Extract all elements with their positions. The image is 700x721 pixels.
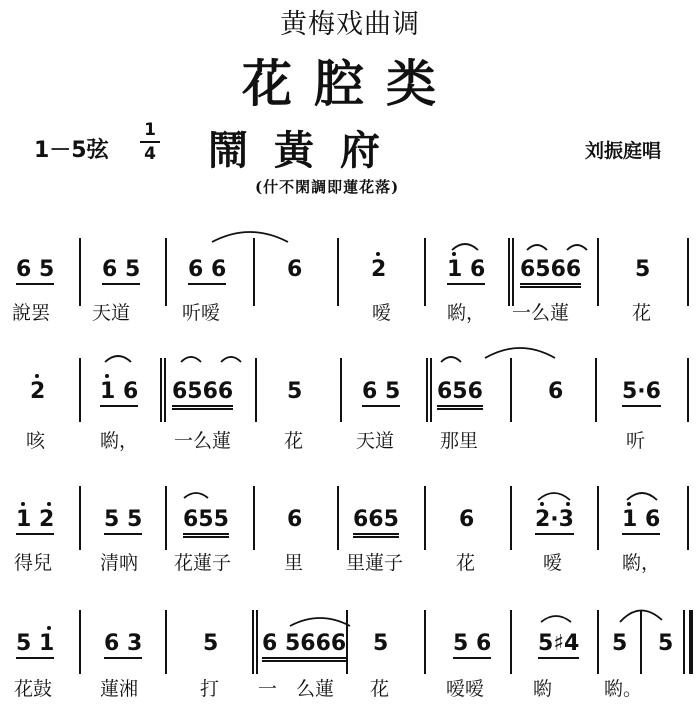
score-note: 5 <box>635 257 651 282</box>
score-note: 6 <box>459 507 475 532</box>
bar-line <box>687 486 689 550</box>
lyric: 嗳 <box>543 552 563 574</box>
lyric: 听嗳 <box>182 302 221 324</box>
lyric: 花 <box>456 552 476 574</box>
lyric: 一 <box>258 678 278 700</box>
bar-line <box>424 610 426 674</box>
bar-line <box>640 610 642 674</box>
score-note: 6 5 <box>362 380 400 407</box>
lyric: 嗳 <box>372 302 392 324</box>
bar-line <box>508 238 510 306</box>
bar-line <box>253 486 255 550</box>
high-octave-dot <box>540 502 544 506</box>
bar-line <box>346 610 348 674</box>
bar-line <box>424 238 426 306</box>
score-note: 1 6 <box>100 380 138 407</box>
final-bar-line <box>689 610 693 674</box>
slur <box>627 493 657 500</box>
score-note: 6 <box>548 379 564 404</box>
slur <box>184 493 208 498</box>
slur <box>105 356 131 362</box>
lyric: 里 <box>284 552 304 574</box>
high-octave-dot <box>105 374 109 378</box>
bar-line <box>597 486 599 550</box>
lyric: 喲， <box>100 430 139 452</box>
score-note: 655 <box>183 508 229 538</box>
bar-line <box>510 358 512 422</box>
slur <box>181 357 201 362</box>
score-note: 6566 <box>520 258 581 288</box>
bar-line <box>337 238 339 306</box>
score-note: 665 <box>353 508 399 538</box>
song-subtitle: (什不閑調即蓮花落) <box>255 178 400 196</box>
lyric: 喲 <box>533 678 553 700</box>
lyric: 喲， <box>622 552 661 574</box>
high-octave-dot <box>47 502 51 506</box>
bar-line <box>79 610 81 674</box>
lyric: 喲。 <box>604 678 643 700</box>
lyric: 天道 <box>356 430 395 452</box>
score-note: 5 <box>287 379 303 404</box>
bar-line <box>337 486 339 550</box>
bar-line <box>252 610 254 674</box>
score-note: 1 2 <box>16 508 54 535</box>
singer-credit: 刘振庭唱 <box>585 140 662 162</box>
bar-line <box>512 238 514 306</box>
slur <box>485 348 555 358</box>
lyric: 听 <box>626 430 646 452</box>
score-note: 6 3 <box>104 632 142 659</box>
score-note: 5 <box>612 631 628 656</box>
lyric: 花蓮子 <box>174 552 232 574</box>
lyric: 天道 <box>92 302 131 324</box>
bar-line <box>253 238 255 306</box>
high-octave-dot <box>21 502 25 506</box>
bar-line <box>426 358 428 422</box>
bar-line <box>595 358 597 422</box>
lyric: 花 <box>284 430 304 452</box>
lyric: 打 <box>200 678 220 700</box>
bar-line <box>79 358 81 422</box>
slur <box>541 616 571 622</box>
lyric: 嗳嗳 <box>446 678 485 700</box>
bar-line <box>165 238 167 306</box>
bar-line <box>160 358 162 422</box>
key-signature: 1－5弦 <box>34 138 109 163</box>
score-note: 1 6 <box>447 258 485 285</box>
slur <box>452 244 478 250</box>
score-note: 2·3 <box>535 508 574 535</box>
high-octave-dot <box>35 374 39 378</box>
score-note: 5 1 <box>16 632 54 659</box>
high-octave-dot <box>627 502 631 506</box>
score-note: 2 <box>371 257 387 282</box>
lyric: 蓮湘 <box>100 678 139 700</box>
slur <box>290 618 350 626</box>
slur <box>221 357 241 362</box>
bar-line <box>165 610 167 674</box>
time-numerator: 1 <box>144 120 156 140</box>
lyric: 一么蓮 <box>512 302 570 324</box>
score-note: 5 5 <box>104 508 142 535</box>
bar-line <box>79 486 81 550</box>
lyric: 么蓮 <box>296 678 335 700</box>
song-title: 鬧黃府 <box>208 127 406 174</box>
high-octave-dot <box>376 252 380 256</box>
bar-line <box>687 238 689 306</box>
score-note: 2 <box>30 379 46 404</box>
lyric: 花鼓 <box>14 678 53 700</box>
score-note: 6 5666 <box>262 632 346 662</box>
slur <box>441 357 461 362</box>
lyric: 那里 <box>440 430 479 452</box>
lyric: 得兒 <box>14 552 53 574</box>
slur <box>567 245 587 250</box>
lyric: 花 <box>632 302 652 324</box>
score-note: 6 5 <box>102 258 140 285</box>
bar-line <box>430 358 432 422</box>
high-octave-dot <box>452 252 456 256</box>
slur <box>212 232 288 242</box>
bar-line <box>256 610 258 674</box>
score-note: 1 6 <box>622 508 660 535</box>
time-denominator: 4 <box>144 144 156 164</box>
bar-line <box>597 610 599 674</box>
bar-line <box>424 486 426 550</box>
score-note: 5♯4 <box>538 632 579 659</box>
score-note: 5 <box>203 631 219 656</box>
score-note: 656 <box>437 380 483 410</box>
bar-line <box>255 358 257 422</box>
lyric: 說罢 <box>12 302 51 324</box>
lyric: 里蓮子 <box>346 552 404 574</box>
high-octave-dot <box>566 502 570 506</box>
bar-line <box>165 486 167 550</box>
lyric: 咳 <box>26 430 46 452</box>
lyric: 清吶 <box>100 552 139 574</box>
score-note: 5 <box>658 631 674 656</box>
score-note: 6 <box>287 507 303 532</box>
score-note: 5·6 <box>622 380 661 407</box>
bar-line <box>510 486 512 550</box>
score-note: 6 <box>287 257 303 282</box>
high-octave-dot <box>47 626 51 630</box>
bar-line <box>510 610 512 674</box>
bar-line <box>340 358 342 422</box>
slur <box>538 493 570 500</box>
score-note: 6 6 <box>188 258 226 285</box>
bar-line <box>687 358 689 422</box>
bar-line <box>683 610 685 674</box>
score-note: 6 5 <box>16 258 54 285</box>
bar-line <box>164 358 166 422</box>
score-note: 6566 <box>172 380 233 410</box>
genre-heading: 黄梅戏曲调 <box>280 9 420 40</box>
bar-line <box>597 238 599 306</box>
score-note: 5 <box>373 631 389 656</box>
bar-line <box>79 238 81 306</box>
category-title: 花腔类 <box>242 54 458 113</box>
score-note: 5 6 <box>453 632 491 659</box>
slur <box>527 245 547 250</box>
lyric: 喲， <box>447 302 486 324</box>
lyric: 花 <box>370 678 390 700</box>
lyric: 一么蓮 <box>174 430 232 452</box>
